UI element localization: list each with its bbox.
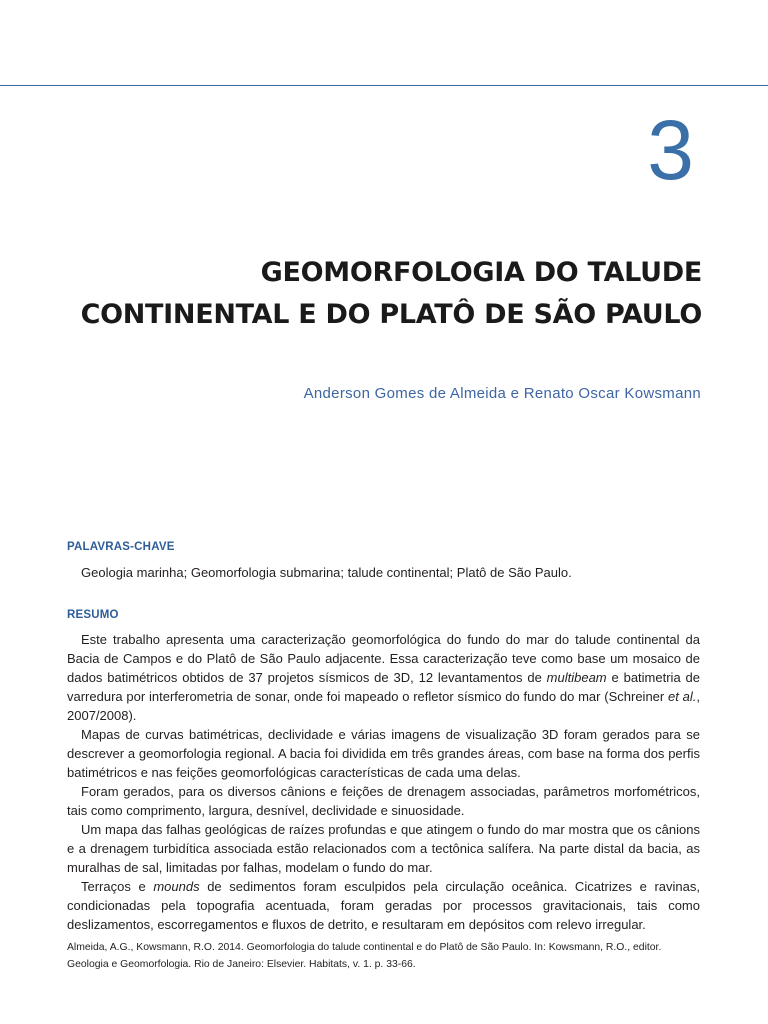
abstract-p5-text-a: Terraços e — [81, 879, 154, 894]
abstract-paragraph-5 — [67, 877, 700, 934]
abstract-p1-text-a: Este trabalho apresenta uma caracterização geomorfológica do fundo do mar do talude continental da Bacia de Campos e do Platô de São Paulo adjacente. Essa caracterização teve como base um mosaico de dados batimétricos obtidos de 37 projetos sísmicos de 3D, 12 levantamentos de — [67, 632, 700, 685]
abstract-paragraph-3: Foram gerados, para os diversos cânions e feições de drenagem associadas, parâmetros morfométricos, tais como comprimento, largura, desnível, declividade e sinuosidade. — [67, 784, 700, 818]
authors: Anderson Gomes de Almeida e Renato Oscar Kowsmann — [303, 385, 701, 402]
chapter-title — [42, 252, 702, 336]
keywords-text: Geologia marinha; Geomorfologia submarina; talude continental; Platô de São Paulo. — [81, 565, 572, 580]
abstract-paragraph-1 — [67, 630, 700, 725]
abstract-heading: RESUMO — [67, 609, 119, 621]
citation — [67, 939, 707, 973]
abstract-body — [67, 630, 700, 934]
abstract-p5-term-mounds: mounds — [153, 879, 200, 894]
header-rule — [0, 85, 768, 86]
abstract-p1-term-multibeam: multibeam — [546, 670, 607, 685]
abstract-p1-text-e: , 2007/2008). — [67, 689, 701, 723]
chapter-number: 3 — [647, 103, 694, 197]
abstract-p1-et-al: et al. — [668, 689, 697, 704]
citation-line-1: Almeida, A.G., Kowsmann, R.O. 2014. Geomorfologia do talude continental e do Platô de São Paulo. In: Kowsmann, R.O., editor. — [67, 942, 662, 953]
abstract-p1-text-c: e batimetria de varredura por interferometria de sonar, onde foi mapeado o refletor sísmico do fundo do mar (Schreiner — [67, 670, 700, 704]
chapter-title-line-1: GEOMORFOLOGIA DO TALUDE — [260, 257, 702, 288]
abstract-paragraph-4: Um mapa das falhas geológicas de raízes profundas e que atingem o fundo do mar mostra que os cânions e a drenagem turbidítica associada estão relacionados com a tectônica salífera. Na parte distal da bacia, as muralhas de sal, limitadas por falhas, modelam o fundo do mar. — [67, 822, 700, 875]
keywords-heading: PALAVRAS-CHAVE — [67, 541, 175, 553]
chapter-title-line-2: CONTINENTAL E DO PLATÔ DE SÃO PAULO — [80, 299, 702, 330]
abstract-p5-text-c: de sedimentos foram esculpidos pela circulação oceânica. Cicatrizes e ravinas, condicionadas pela topografia acentuada, foram geradas por processos gravitacionais, tais como deslizamentos, escorregamentos e fluxos de detrito, e resultaram em depósitos com relevo irregular. — [67, 879, 700, 932]
citation-line-2: Geologia e Geomorfologia. Rio de Janeiro: Elsevier. Habitats, v. 1. p. 33-66. — [67, 959, 416, 970]
abstract-paragraph-2: Mapas de curvas batimétricas, declividade e várias imagens de visualização 3D foram gerados para se descrever a geomorfologia regional. A bacia foi dividida em três grandes áreas, com base na forma dos perfis batimétricos e nas feições geomorfológicas características de cada uma delas. — [67, 727, 700, 780]
